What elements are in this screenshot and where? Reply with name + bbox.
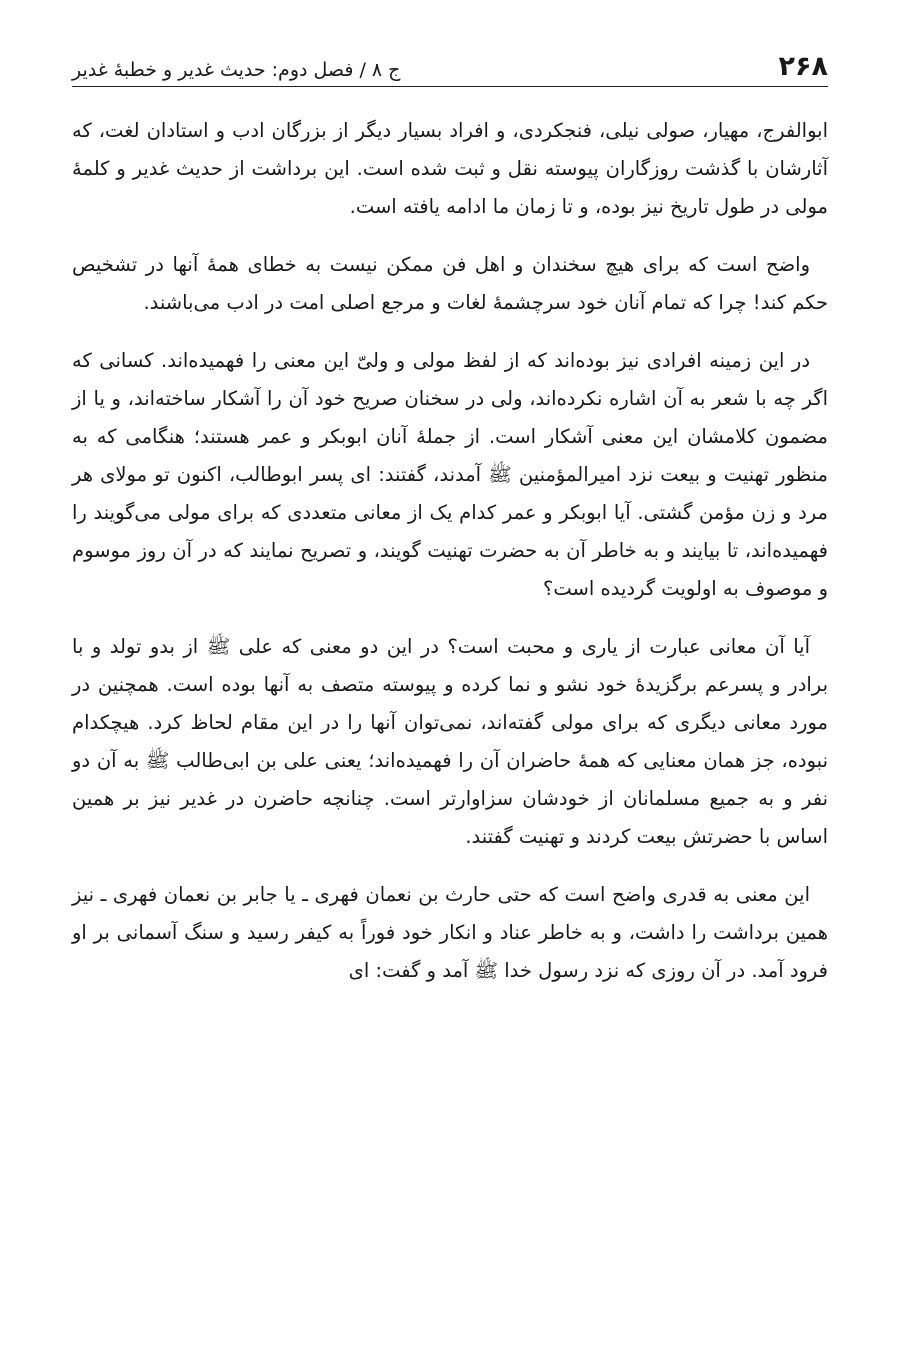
paragraph-1: ابوالفرج، مهیار، صولی نیلی، فنجکردی، و افراد بسیار دیگر از بزرگان ادب و استادان لغت، که آثارشان با گذشت روزگاران پیوسته نقل و ثبت شده است. این برداشت از حدیث غدیر و کلمهٔ مولی در طول تاریخ نیز بوده، و تا زمان ما ادامه یافته است. [72,119,828,218]
body-text [72,112,828,1010]
running-header [72,36,828,87]
book-page [72,0,828,1366]
paragraph-5: این معنی به قدری واضح است که حتی حارث بن نعمان فهری ـ یا جابر بن نعمان فهری ـ نیز همین برداشت را داشت، و به خاطر عناد و انکار خود فوراً به کیفر رسید و سنگ آسمانی بر او فرود آمد. در آن روزی که نزد رسول خدا ﷺ آمد و گفت: ای [72,883,828,982]
paragraph-2: واضح است که برای هیچ سخندان و اهل فن ممکن نیست به خطای همهٔ آنها در تشخیص حکم کند! چرا که تمام آنان خود سرچشمهٔ لغات و مرجع اصلی امت در ادب می‌باشند. [72,253,828,314]
paragraph-3: در این زمینه افرادی نیز بوده‌اند که از لفظ مولی و ولیّ این معنی را فهمیده‌اند. کسانی که اگر چه با شعر به آن اشاره نکرده‌اند، ولی در سخنان صریح خود آن را آشکار ساخته‌اند، و یا از مضمون کلامشان این معنی آشکار است. از جملهٔ آنان ابوبکر و عمر هستند؛ هنگامی که به منظور تهنیت و بیعت نزد امیرالمؤمنین ﷺ آمدند، گفتند: ای پسر ابوطالب، اکنون تو مولای هر مرد و زن مؤمن گشتی. آیا ابوبکر و عمر کدام یک از معانی متعددی که برای مولی می‌گویند را فهمیده‌اند، تا بیایند و به خاطر آن به حضرت تهنیت گویند، و تصریح نمایند که در آن روز موسوم و موصوف به اولویت گردیده است؟ [72,349,828,600]
page-number: ۲۶۸ [778,51,828,82]
running-title: ج ۸ / فصل دوم: حدیث غدیر و خطبهٔ غدیر [72,59,401,81]
paragraph-4: آیا آن معانی عبارت از یاری و محبت است؟ در این دو معنی که علی ﷺ از بدو تولد و با برادر و پسرعم برگزیدهٔ خود نشو و نما کرده و پیوسته متصف به آنها بوده است. همچنین در مورد معانی دیگری که برای مولی گفته‌اند، نمی‌توان آنها را در این مقام لحاظ کرد. هیچکدام نبوده، جز همان معنایی که همهٔ حاضران آن را فهمیده‌اند؛ یعنی علی بن ابی‌طالب ﷺ به آن دو نفر و به جمیع مسلمانان از خودشان سزاوارتر است. چنانچه حاضرن در غدیر نیز بر همین اساس با حضرتش بیعت کردند و تهنیت گفتند. [72,635,828,848]
